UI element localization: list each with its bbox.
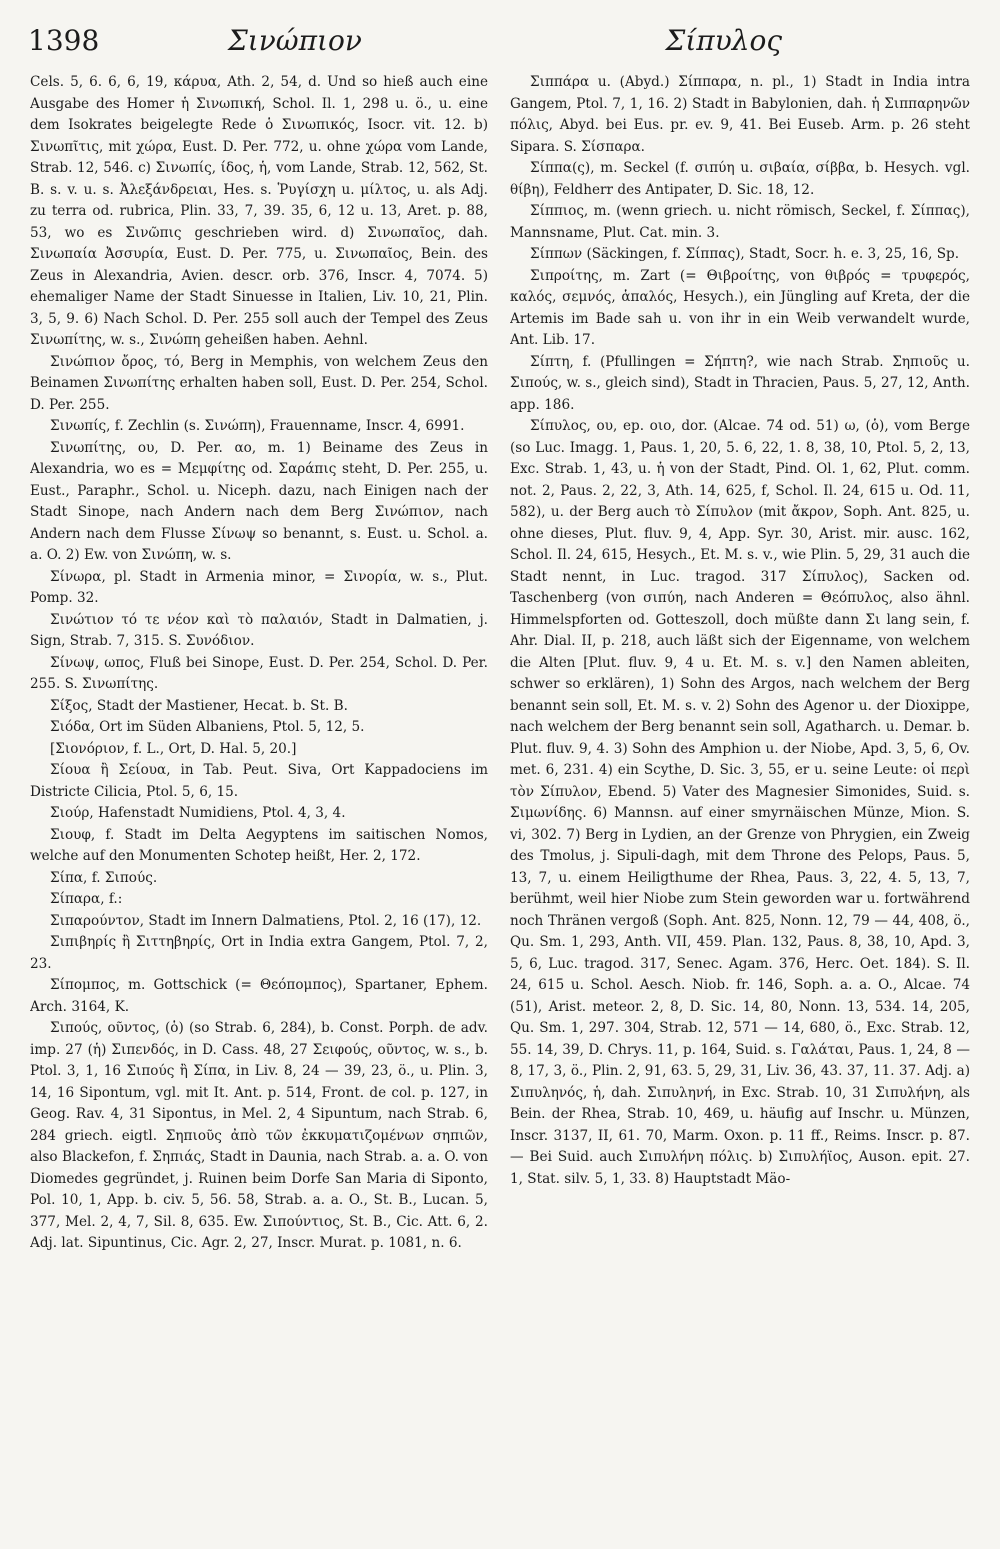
- dictionary-entry: Σιπροίτης, m. Zart (= Θιβροίτης, von θιβρός = τρυφερός, καλός, σεμνός, ἁπαλός, Hesych.), ein Jüngling auf Kreta, der die Artemis im Bade sah u. von ihr in ein Weib verwandelt wurde, Ant. Lib. 17.: [510, 267, 970, 348]
- dictionary-entry: Σίππων (Säckingen, f. Σίππας), Stadt, Socr. h. e. 3, 25, 16, Sp.: [530, 246, 960, 262]
- dictionary-entry: Σιπιβηρίς ἢ Σιττηβηρίς, Ort in India extra Gangem, Ptol. 7, 2, 23.: [30, 934, 488, 972]
- dictionary-entry: Σίουα ἢ Σείουα, in Tab. Peut. Siva, Ort Kappadociens im Districte Cilicia, Ptol. 5, 6, 15.: [30, 762, 488, 800]
- dictionary-entry: Σίπομπος, m. Gottschick (= Θεόπομπος), Spartaner, Ephem. Arch. 3164, K.: [30, 977, 488, 1015]
- dictionary-entry: Σίππιος, m. (wenn griech. u. nicht römisch, Seckel, f. Σίππας), Mannsname, Plut. Cat. min. 3.: [510, 203, 970, 241]
- dictionary-entry: Σίπαρα, f.:: [50, 891, 123, 907]
- left-column: [30, 72, 488, 1532]
- dictionary-entry: Σίνωρα, pl. Stadt in Armenia minor, = Σινορία, w. s., Plut. Pomp. 32.: [30, 568, 488, 606]
- dictionary-entry: [Σιονόριον, f. L., Ort, D. Hal. 5, 20.]: [50, 740, 297, 757]
- dictionary-entry: Σιππάρα u. (Abyd.) Σίππαρα, n. pl., 1) Stadt in India intra Gangem, Ptol. 7, 1, 16. 2) Stadt in Babylonien, dah. ἡ Σιππαρηνῶν πόλις, Abyd. bei Eus. pr. ev. 9, 41. Bei Euseb. Arm. p. 26 steht Sipara. S. Σίσπαρα.: [510, 74, 970, 155]
- dictionary-entry: Σίνωψ, ωπος, Fluß bei Sinope, Eust. D. Per. 254, Schol. D. Per. 255. S. Σινωπίτης.: [30, 654, 488, 692]
- dictionary-entry: Σίππα(ς), m. Seckel (f. σιπύη u. σιβαία, σίββα, b. Hesych. vgl. θίβη), Feldherr des Antipater, D. Sic. 18, 12.: [510, 160, 970, 198]
- page-header: [28, 18, 972, 62]
- running-headword-left: Σινώπιον: [228, 23, 362, 57]
- dictionary-entry: Σινώπιον ὄρος, τό, Berg in Memphis, von welchem Zeus den Beinamen Σινωπίτης erhalten haben soll, Eust. D. Per. 254, Schol. D. Per. 255.: [30, 353, 488, 413]
- dictionary-entry: Σιπούς, οῦντος, (ὁ) (so Strab. 6, 284), b. Const. Porph. de adv. imp. 27 (ἡ) Σιπενδός, in D. Cass. 48, 27 Σειφούς, οῦντος, w. s., b. Ptol. 3, 1, 16 Σιπούς ἢ Σίπα, in Liv. 8, 24 — 39, 23, ö., u. Plin. 3, 14, 16 Sipontum, vgl. mit It. Ant. p. 514, Front. de col. p. 127, in Geog. Rav. 4, 31 Sipontus, in Mel. 2, 4 Sipuntum, nach Strab. 6, 284 griech. eigtl. Σηπιοῦς ἀπὸ τῶν ἐκκυματιζομένων σηπιῶν, also Blackefon, f. Σηπιάς, Stadt in Daunia, nach Strab. a. a. O. von Diomedes gegründet, j. Ruinen beim Dorfe San Maria di Siponto, Pol. 10, 1, App. b. civ. 5, 56. 58, Strab. a. a. O., St. B., Lucan. 5, 377, Mel. 2, 4, 7, Sil. 8, 635. Ew. Σιπούντιος, St. B., Cic. Att. 6, 2. Adj. lat. Sipuntinus, Cic. Agr. 2, 27, Inscr. Murat. p. 1081, n. 6.: [30, 1020, 488, 1251]
- dictionary-entry: Σιούρ, Hafenstadt Numidiens, Ptol. 4, 3, 4.: [50, 805, 346, 821]
- dictionary-entry: Cels. 5, 6. 6, 6, 19, κάρυα, Ath. 2, 54, d. Und so hieß auch eine Ausgabe des Homer ἡ Σινωπική, Schol. Il. 1, 298 u. ö., u. eine dem Isokrates beigelegte Rede ὁ Σινωπικός, Isocr. vit. 12. b) Σινωπῖτις, mit χώρα, Eust. D. Per. 772, u. ohne χώρα vom Lande, Strab. 12, 546. c) Σινωπίς, ίδος, ἡ, vom Lande, Strab. 12, 562, St. B. s. v. u. s. Ἀλεξάνδρειαι, Hes. s. Ῥυγίσχη u. μίλτος, u. als Adj. zu terra od. rubrica, Plin. 33, 7, 39. 35, 6, 12 u. 13, Aret. p. 88, 53, wo es Σινῶπις geschrieben wird. d) Σινωπαῖος, dah. Σινωπαία Ἀσσυρία, Eust. D. Per. 775, u. Σινωπαῖος, Bein. des Zeus in Alexandria, Avien. descr. orb. 376, Inscr. 4, 7074. 5) ehemaliger Name der Stadt Sinuesse in Italien, Liv. 10, 21, Plin. 3, 5, 9. 6) Nach Schol. D. Per. 255 soll auch der Tempel des Zeus Σινωπίτης, w. s., Σινώπη geheißen haben. Aehnl.: [30, 74, 488, 348]
- running-headword-right: Σίπυλος: [665, 23, 782, 57]
- dictionary-entry: Σίπα, f. Σιπούς.: [50, 869, 158, 886]
- page-number: 1398: [28, 23, 100, 57]
- dictionary-entry: Σινωπίτης, ου, D. Per. αο, m. 1) Beiname des Zeus in Alexandria, wo es = Μεμφίτης od. Σαράπις steht, D. Per. 255, u. Eust., Paraphr., Schol. u. Niceph. dazu, nach Einigen nach der Stadt Sinope, nach Andern nach dem Berg Σινώπιον, nach Andern nach dem Flusse Σίνωψ so benannt, s. Eust. u. Schol. a. a. O. 2) Ew. von Σινώπη, w. s.: [30, 439, 488, 563]
- dictionary-entry: Σιόδα, Ort im Süden Albaniens, Ptol. 5, 12, 5.: [50, 719, 365, 735]
- dictionary-entry: Σιπαρούντον, Stadt im Innern Dalmatiens, Ptol. 2, 16 (17), 12.: [50, 912, 482, 929]
- dictionary-entry: Σινώτιον τό τε νέον καὶ τὸ παλαιόν, Stadt in Dalmatien, j. Sign, Strab. 7, 315. S. Συνόδιον.: [30, 611, 488, 649]
- dictionary-entry: Σίπτη, f. (Pfullingen = Σήπτη?, wie nach Strab. Σηπιοῦς u. Σιπούς, w. s., gleich sind), Stadt in Thracien, Paus. 5, 27, 12, Anth. app. 186.: [510, 353, 970, 413]
- dictionary-entry: Σίξος, Stadt der Mastiener, Hecat. b. St. B.: [50, 697, 348, 714]
- dictionary-entry: Σινωπίς, f. Zechlin (s. Σινώπη), Frauenname, Inscr. 4, 6991.: [50, 418, 465, 434]
- dictionary-entry: Σιουφ, f. Stadt im Delta Aegyptens im saitischen Nomos, welche auf den Monumenten Schotep heißt, Her. 2, 172.: [30, 826, 488, 864]
- dictionary-entry: Σίπυλος, ου, ep. οιο, dor. (Alcae. 74 od. 51) ω, (ὁ), vom Berge (so Luc. Imagg. 1, Paus. 1, 20, 5. 6, 22, 1. 8, 38, 10, Ptol. 5, 2, 13, Exc. Strab. 1, 43, u. ἡ von der Stadt, Pind. Ol. 1, 62, Plut. comm. not. 2, Paus. 2, 22, 3, Ath. 14, 625, f, Schol. Il. 24, 615 u. Od. 11, 582), u. der Berg auch τὸ Σίπυλον (mit ἄκρον, Soph. Ant. 825, u. ohne dieses, Plut. fluv. 9, 4, App. Syr. 30, Arist. mir. ausc. 162, Schol. Il. 24, 615, Hesych., Et. M. s. v., wie Plin. 5, 29, 31 auch die Stadt nennt, in Luc. tragod. 317 Σίπυλος), Sacken od. Taschenberg (von σιπύη, nach Anderen = Θεόπυλος, also ähnl. Himmelspforten od. Gotteszoll, doch müßte dann Σι lang sein, f. Ahr. Dial. II, p. 218, auch läßt sich der Eigenname, von welchem die Alten [Plut. fluv. 9, 4 u. Et. M. s. v.] den Namen ableiten, schwer so erklären), 1) Sohn des Argos, nach welchem der Berg benannt sein soll, Et. M. s. v. 2) Sohn des Agenor u. der Dioxippe, nach welchem der Berg benannt sein soll, Agatharch. u. Demar. b. Plut. fluv. 9, 4. 3) Sohn des Amphion u. der Niobe, Apd. 3, 5, 6, Ov. met. 6, 231. 4) ein Scythe, D. Sic. 3, 55, er u. seine Leute: οἱ περὶ τὸν Σίπυλον, Ebend. 5) Vater des Magnesier Simonides, Suid. s. Σιμωνίδης. 6) Mannsn. auf einer smyrnäischen Münze, Mion. S. vi, 302. 7) Berg in Lydien, an der Grenze von Phrygien, ein Zweig des Tmolus, j. Sipuli-dagh, mit dem Throne des Pelops, Paus. 5, 13, 7, u. einem Heiligthume der Rhea, Paus. 3, 22, 4. 5, 13, 7, berühmt, weil hier Niobe zum Stein geworden war u. fortwährend noch Thränen vergoß (Soph. Ant. 825, Nonn. 12, 79 — 44, 408, ö., Qu. Sm. 1, 293, Anth. VII, 459. Plan. 132, Paus. 8, 38, 10, Apd. 3, 5, 6, Luc. tragod. 317, Senec. Agam. 376, Herc. Oet. 184). S. Il. 24, 615 u. Schol. Aesch. Niob. fr. 146, Soph. a. a. O., Alcae. 74 (51), Arist. meteor. 2, 8, D. Sic. 14, 80, Nonn. 13, 534. 14, 205, Qu. Sm. 1, 297. 304, Strab. 12, 571 — 14, 680, ö., Exc. Strab. 12, 55. 14, 39, D. Chrys. 11, p. 164, Suid. s. Γαλάται, Paus. 1, 24, 8 — 8, 17, 3, ö., Plin. 2, 91, 63. 5, 29, 31, Liv. 36, 43. 37, 11. 37. Adj. a) Σιπυληνός, ἡ, dah. Σιπυληνή, in Exc. Strab. 10, 31 Σιπυλήνη, als Bein. der Rhea, Strab. 10, 469, u. häufig auf Inschr. u. Münzen, Inscr. 3137, II, 61. 70, Marm. Oxon. p. 11 ff., Reims. Inscr. p. 87. — Bei Suid. auch Σιπυλήνη πόλις. b) Σιπυλήϊος, Auson. epit. 27. 1, Stat. silv. 5, 1, 33. 8) Hauptstadt Mäo-: [510, 418, 970, 1187]
- right-column: [510, 72, 970, 1532]
